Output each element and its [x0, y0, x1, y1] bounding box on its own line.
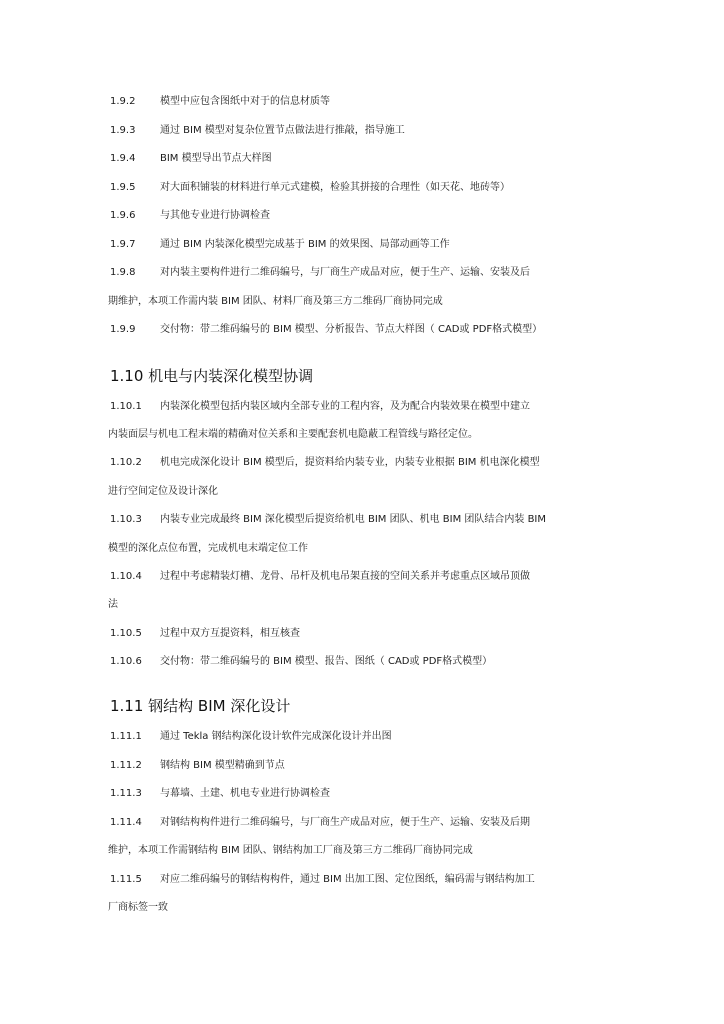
- item-1-10-3: 1.10.3 内装专业完成最终 BIM 深化模型后提资给机电 BIM 团队、机电 BIM 团队结合内装 BIM: [110, 514, 547, 525]
- item-1-10-4: 1.10.4 过程中考虑精装灯槽、龙骨、吊杆及机电吊架直接的空间关系并考虑重点区域吊顶做: [110, 571, 530, 582]
- item-1-10-4-continued: 法: [108, 599, 118, 610]
- item-1-11-4-continued: 维护，本项工作需钢结构 BIM 团队、钢结构加工厂商及第三方二维码厂商协同完成: [108, 845, 473, 856]
- item-1-10-2: 1.10.2 机电完成深化设计 BIM 模型后，提资料给内装专业，内装专业根据 BIM 机电深化模型: [110, 457, 540, 468]
- item-1-9-7: 1.9.7 通过 BIM 内装深化模型完成基于 BIM 的效果图、局部动画等工作: [110, 239, 450, 250]
- item-1-11-5-continued: 厂商标签一致: [108, 902, 168, 913]
- item-1-9-8-continued: 期维护，本项工作需内装 BIM 团队、材料厂商及第三方二维码厂商协同完成: [108, 296, 443, 307]
- item-1-9-5: 1.9.5 对大面积铺装的材料进行单元式建模，检验其拼接的合理性（如天花、地砖等）: [110, 182, 510, 193]
- section-heading-1-11: 1.11 钢结构 BIM 深化设计: [110, 697, 291, 715]
- item-1-11-1: 1.11.1 通过 Tekla 钢结构深化设计软件完成深化设计并出图: [110, 731, 392, 742]
- item-1-9-3: 1.9.3 通过 BIM 模型对复杂位置节点做法进行推敲，指导施工: [110, 125, 405, 136]
- item-1-11-3: 1.11.3 与幕墙、土建、机电专业进行协调检查: [110, 788, 330, 799]
- section-heading-1-10: 1.10 机电与内装深化模型协调: [110, 367, 314, 385]
- item-1-10-5: 1.10.5 过程中双方互提资料，相互核查: [110, 628, 300, 639]
- item-1-9-9: 1.9.9 交付物：带二维码编号的 BIM 模型、分析报告、节点大样图（ CAD或 PDF格式模型）: [110, 324, 543, 335]
- item-1-9-4: 1.9.4 BIM 模型导出节点大样图: [110, 153, 272, 164]
- item-1-10-2-continued: 进行空间定位及设计深化: [108, 486, 218, 497]
- item-1-10-1: 1.10.1 内装深化模型包括内装区域内全部专业的工程内容，及为配合内装效果在模型中建立: [110, 401, 530, 412]
- item-1-11-4: 1.11.4 对钢结构构件进行二维码编号，与厂商生产成品对应，便于生产、运输、安装及后期: [110, 817, 530, 828]
- item-1-11-2: 1.11.2 钢结构 BIM 模型精确到节点: [110, 760, 285, 771]
- item-1-10-1-continued: 内装面层与机电工程末端的精确对位关系和主要配套机电隐蔽工程管线与路径定位。: [108, 429, 478, 440]
- item-1-10-6: 1.10.6 交付物：带二维码编号的 BIM 模型、报告、图纸（ CAD或 PDF格式模型）: [110, 656, 493, 667]
- item-1-9-8: 1.9.8 对内装主要构件进行二维码编号，与厂商生产成品对应，便于生产、运输、安装及后: [110, 267, 530, 278]
- item-1-9-6: 1.9.6 与其他专业进行协调检查: [110, 210, 270, 221]
- item-1-10-3-continued: 模型的深化点位布置，完成机电末端定位工作: [108, 543, 308, 554]
- item-1-9-2: 1.9.2 模型中应包含图纸中对于的信息材质等: [110, 96, 330, 107]
- item-1-11-5: 1.11.5 对应二维码编号的钢结构构件，通过 BIM 出加工图、定位图纸，编码需与钢结构加工: [110, 874, 535, 885]
